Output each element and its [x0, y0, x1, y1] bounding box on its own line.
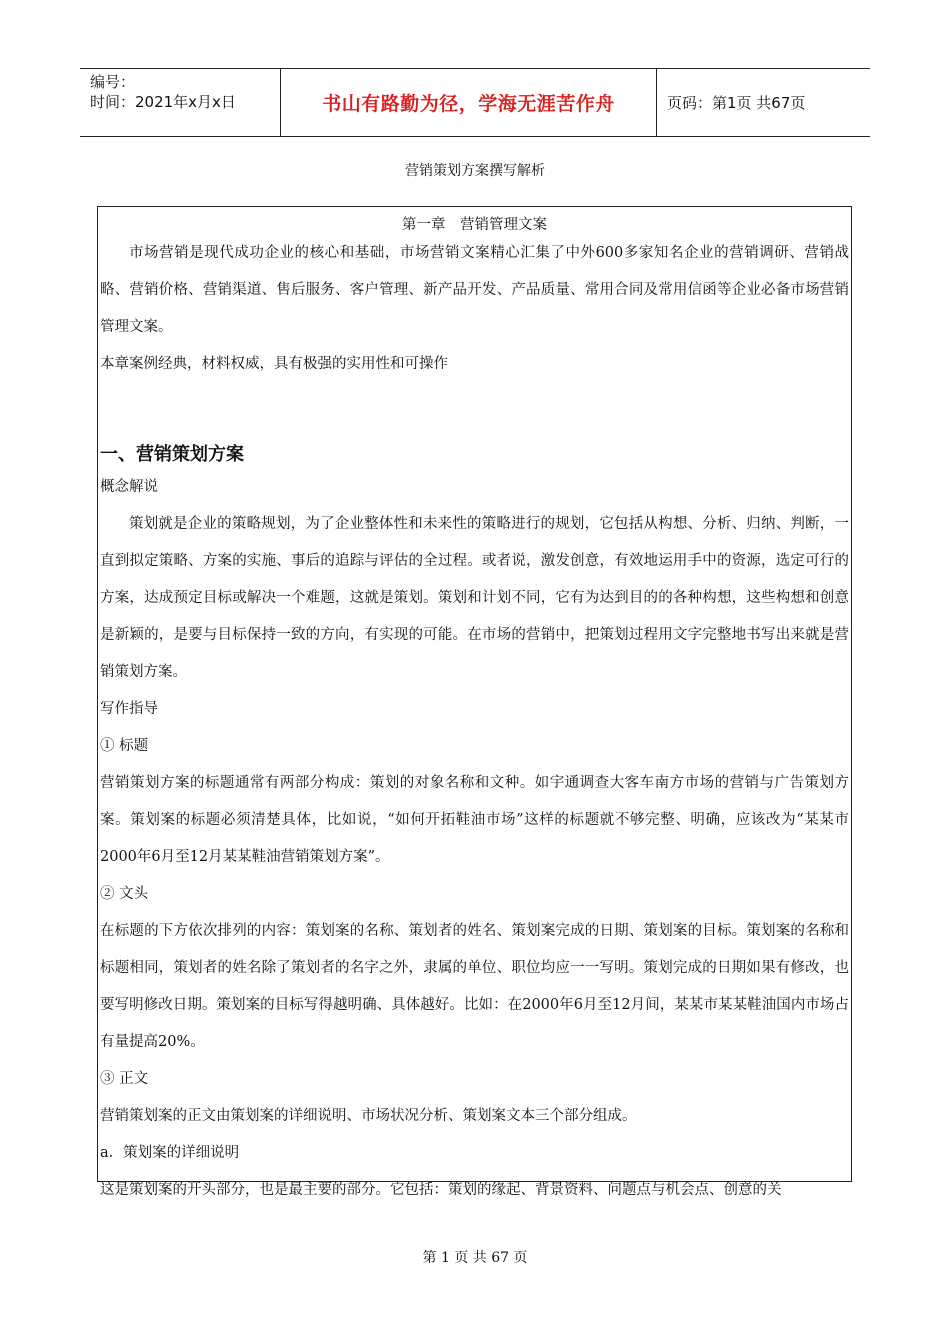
- document-title: 营销策划方案撰写解析: [405, 163, 545, 179]
- chapter-title: 第一章 营销管理文案: [402, 217, 547, 233]
- header-motto: 书山有路勤为径，学海无涯苦作舟: [280, 69, 657, 136]
- content-box: [97, 206, 852, 1198]
- item1-label: ① 标题: [100, 738, 149, 754]
- sub-a-paragraph: 这是策划案的开头部分，也是最主要的部分。它包括：策划的缘起、背景资料、问题点与机会点、创意的关: [100, 1182, 782, 1198]
- concept-label: 概念解说: [100, 479, 158, 495]
- item2-label: ② 文头: [100, 886, 149, 902]
- header-meta: [80, 69, 280, 136]
- header-page-info: 页码：第1页 共67页: [667, 94, 806, 112]
- item2-paragraph: 在标题的下方依次排列的内容：策划案的名称、策划者的姓名、策划案完成的日期、策划案的目标。策划案的名称和标题相同，策划者的姓名除了策划者的名字之外，隶属的单位、职位均应一一写明。策划完成的日期如果有修改，也要写明修改日期。策划案的目标写得越明确、具体越好。比如：在2000年6月至12月间，某某市某某鞋油国内市场占有量提高20%。: [100, 923, 849, 1050]
- page-header: [80, 68, 870, 137]
- sub-a-label: a．策划案的详细说明: [100, 1145, 240, 1161]
- item3-paragraph: 营销策划案的正文由策划案的详细说明、市场状况分析、策划案文本三个部分组成。: [100, 1108, 637, 1124]
- guide-label: 写作指导: [100, 701, 158, 717]
- spacer: [98, 383, 851, 421]
- page-footer: 第 1 页 共 67 页: [422, 1250, 528, 1266]
- time-label: 时间：2021年x月x日: [90, 93, 236, 111]
- item1-paragraph: 营销策划方案的标题通常有两部分构成：策划的对象名称和文种。如宇通调查大客车南方市场的营销与广告策划方案。策划案的标题必须清楚具体，比如说，“如何开拓鞋油市场”这样的标题就不够完整、明确，应该改为“某某市2000年6月至12月某某鞋油营销策划方案”。: [100, 775, 849, 865]
- intro-note: 本章案例经典，材料权威，具有极强的实用性和可操作: [100, 356, 448, 372]
- concept-paragraph: 策划就是企业的策略规划，为了企业整体性和未来性的策略进行的规划，它包括从构想、分析、归纳、判断，一直到拟定策略、方案的实施、事后的追踪与评估的全过程。或者说，激发创意，有效地运用手中的资源，选定可行的方案，达成预定目标或解决一个难题，这就是策划。策划和计划不同，它有为达到目的的各种构想，这些构想和创意是新颖的，是要与目标保持一致的方向，有实现的可能。在市场的营销中，把策划过程用文字完整地书写出来就是营销策划方案。: [100, 516, 849, 680]
- item3-label: ③ 正文: [100, 1071, 149, 1087]
- number-label: 编号：: [90, 73, 136, 91]
- intro-paragraph: 市场营销是现代成功企业的核心和基础，市场营销文案精心汇集了中外600多家知名企业的营销调研、营销战略、营销价格、营销渠道、售后服务、客户管理、新产品开发、产品质量、常用合同及常用信函等企业必备市场营销管理文案。: [100, 245, 849, 335]
- section-title: 一、营销策划方案: [100, 444, 244, 465]
